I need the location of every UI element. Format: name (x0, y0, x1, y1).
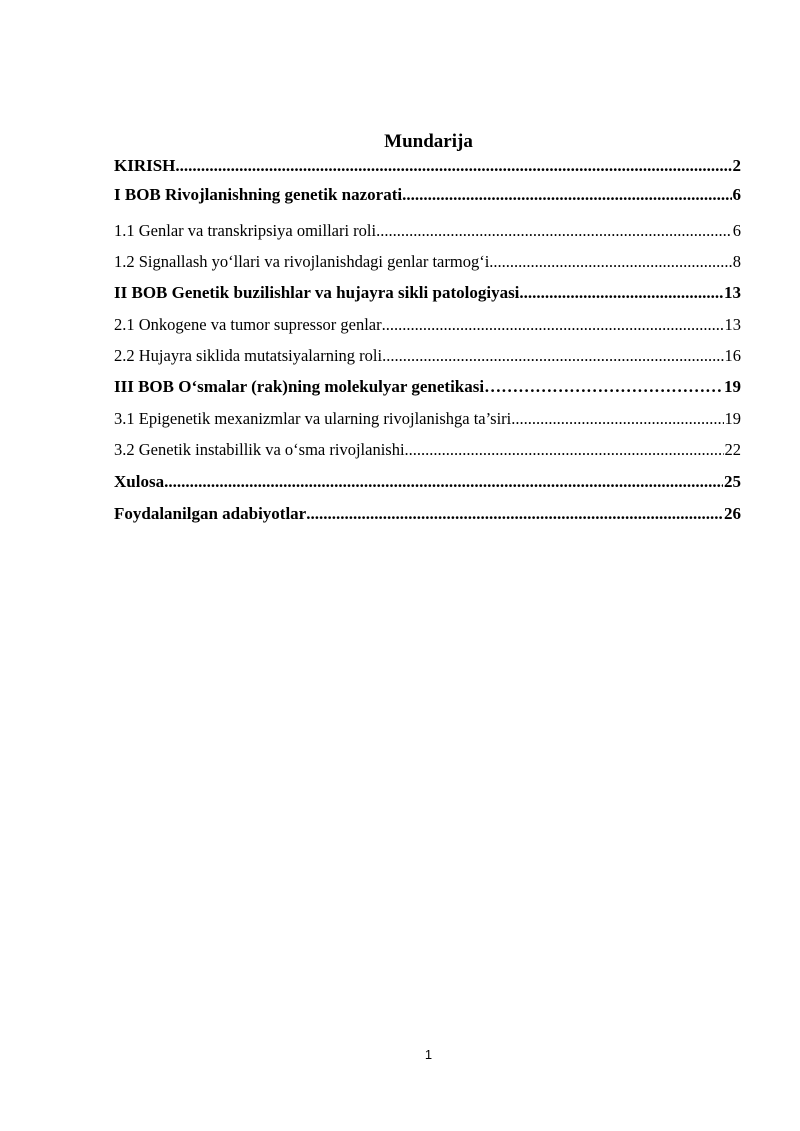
toc-entry-text: 3.2 Genetik instabillik va o‘sma rivojlanishi (114, 440, 405, 459)
toc-leader-dots (164, 471, 723, 493)
toc-entry-page: 2 (732, 156, 741, 175)
toc-title: Mundarija (384, 131, 473, 152)
toc-entry-chapter-3[interactable] (114, 376, 741, 398)
toc-leader-dots (489, 251, 731, 273)
toc-entry-page: 16 (724, 346, 741, 365)
toc-leader-dots (306, 503, 723, 525)
toc-entry-page: 6 (732, 185, 741, 204)
toc-entry-section-3-1[interactable] (114, 408, 741, 430)
page-number: 1 (424, 1047, 433, 1062)
toc-entry-chapter-1[interactable] (114, 184, 741, 206)
toc-entry-page: 19 (724, 409, 741, 428)
toc-entry-text: 1.2 Signallash yo‘llari va rivojlanishdagi genlar tarmog‘i (114, 252, 490, 271)
toc-leader-dots (484, 376, 723, 398)
toc-entry-section-2-1[interactable] (114, 314, 741, 336)
toc-entry-section-1-1[interactable] (114, 220, 741, 242)
toc-entry-text: 3.1 Epigenetik mexanizmlar va ularning rivojlanishga ta’siri (114, 409, 512, 428)
toc-entry-text: 1.1 Genlar va transkripsiya omillari roli (114, 221, 377, 240)
toc-entry-page: 13 (724, 283, 741, 302)
toc-entry-kirish[interactable] (114, 155, 741, 177)
toc-entry-text: 2.1 Onkogene va tumor supressor genlar (114, 315, 382, 334)
toc-leader-dots (175, 155, 731, 177)
toc-leader-dots (382, 314, 724, 336)
toc-entry-text: I BOB Rivojlanishning genetik nazorati (114, 185, 403, 204)
toc-leader-dots (519, 282, 723, 304)
toc-leader-dots (511, 408, 723, 430)
toc-entry-text: Foydalanilgan adabiyotlar (114, 504, 307, 523)
toc-entry-section-2-2[interactable] (114, 345, 741, 367)
toc-entry-page: 25 (724, 472, 741, 491)
toc-entry-text: 2.2 Hujayra siklida mutatsiyalarning roli (114, 346, 383, 365)
toc-entry-page: 6 (732, 221, 741, 240)
toc-entry-text: KIRISH (114, 156, 176, 175)
toc-leader-dots (405, 439, 724, 461)
toc-entry-text: II BOB Genetik buzilishlar va hujayra sikli patologiyasi (114, 283, 520, 302)
toc-entry-section-3-2[interactable] (114, 439, 741, 461)
toc-entry-page: 19 (724, 377, 741, 396)
toc-entry-section-1-2[interactable] (114, 251, 741, 273)
toc-leader-dots (382, 345, 723, 367)
toc-entry-page: 26 (724, 504, 741, 523)
toc-entry-page: 22 (724, 440, 741, 459)
toc-entry-chapter-2[interactable] (114, 282, 741, 304)
toc-entry-page: 13 (724, 315, 741, 334)
toc-entry-xulosa[interactable] (114, 471, 741, 493)
toc-entry-text: III BOB O‘smalar (rak)ning molekulyar genetikasi (114, 377, 485, 396)
toc-entry-references[interactable] (114, 503, 741, 525)
toc-leader-dots (402, 184, 731, 206)
toc-entry-page: 8 (732, 252, 741, 271)
toc-entry-text: Xulosa (114, 472, 165, 491)
toc-leader-dots (376, 220, 732, 242)
